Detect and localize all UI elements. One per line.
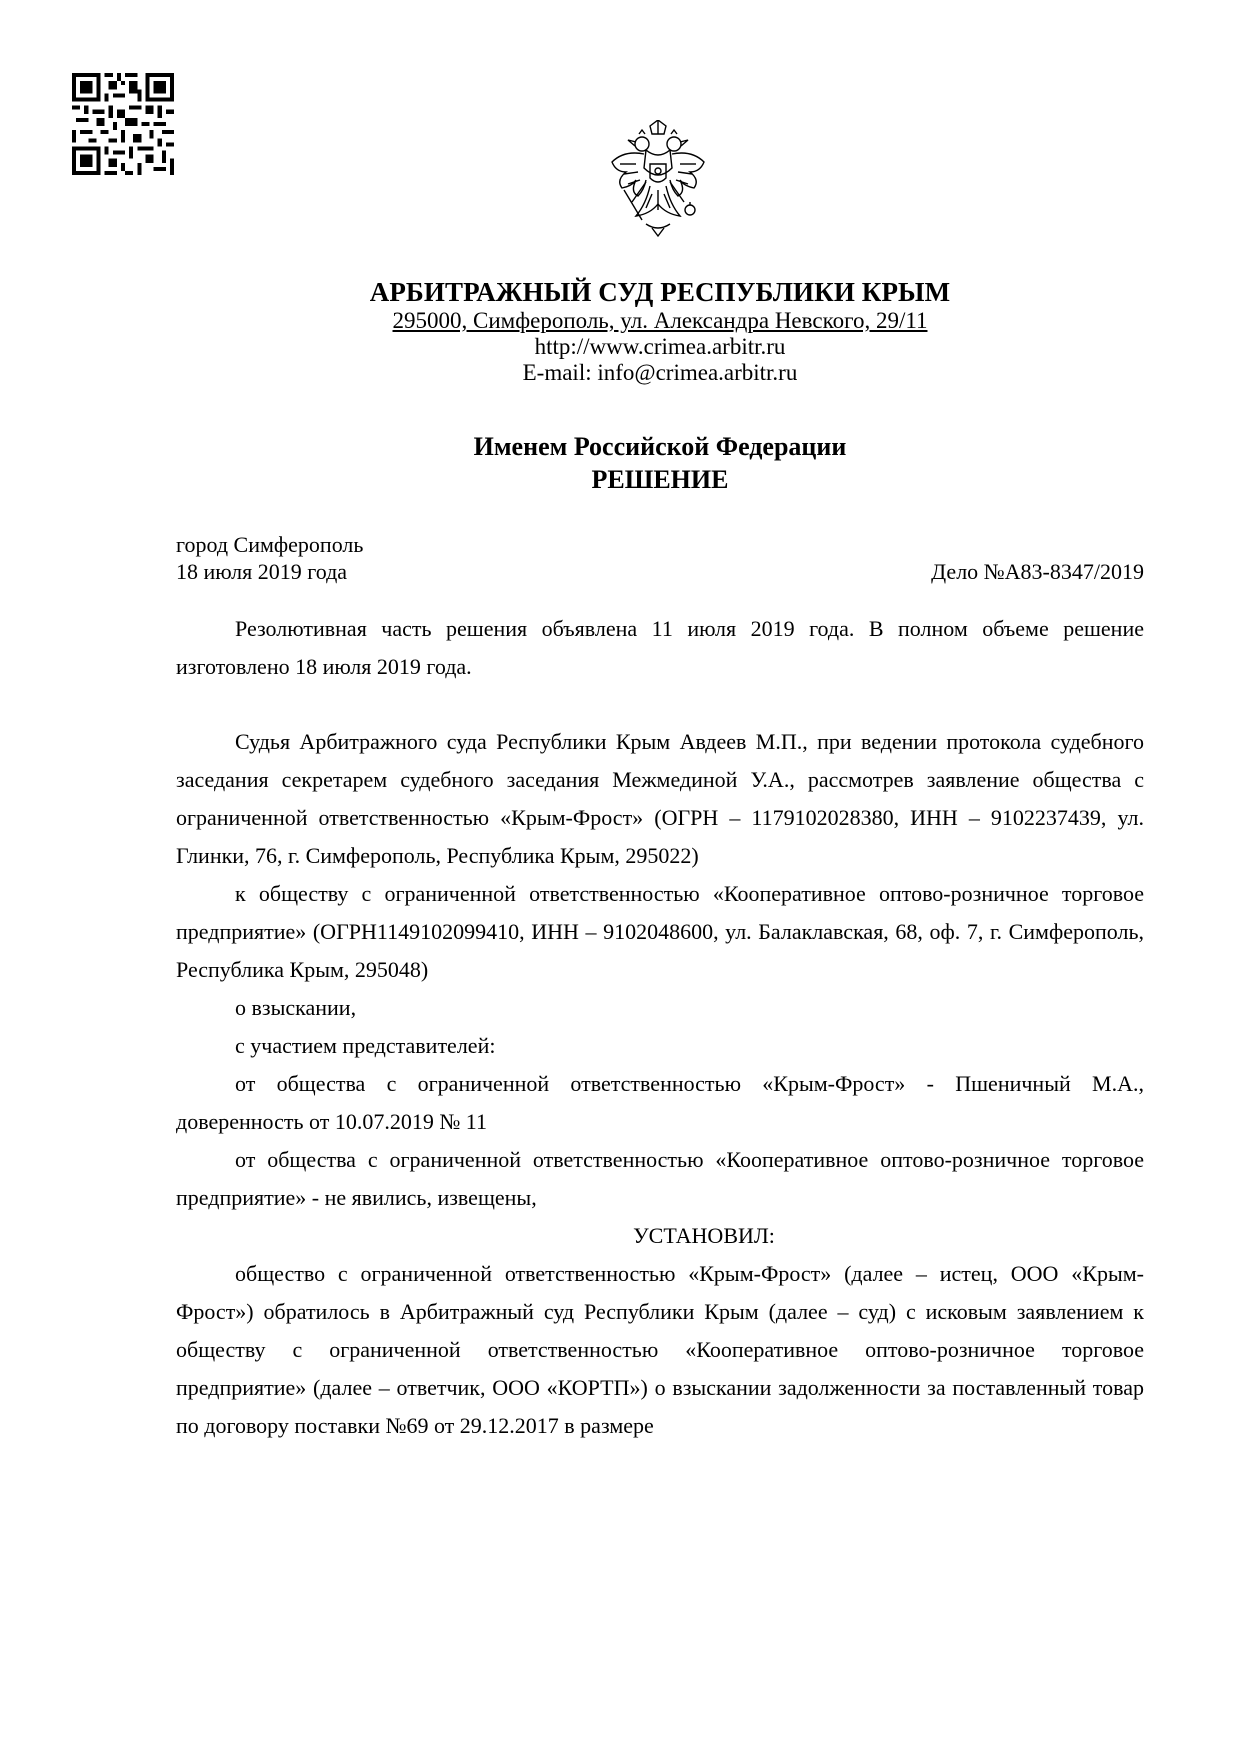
title-line-federation: Именем Российской Федерации <box>473 432 847 461</box>
court-website: http://www.crimea.arbitr.ru <box>534 334 786 359</box>
paragraph-subject: о взыскании, <box>235 995 357 1020</box>
city-label: город Симферополь <box>176 532 364 557</box>
paragraph-operative-part: Резолютивная часть решения объявлена 11 июля 2019 года. В полном объеме решение изготовлено 18 июля 2019 года. <box>176 616 1144 679</box>
court-email: E-mail: info@crimea.arbitr.ru <box>522 360 798 385</box>
paragraph-spacer <box>176 686 1144 723</box>
document-body <box>176 610 1144 1445</box>
qr-code <box>72 73 174 175</box>
paragraph-plaintiff-rep: от общества с ограниченной ответственностью «Крым-Фрост» - Пшеничный М.А., доверенность от 10.07.2019 № 11 <box>176 1071 1144 1134</box>
paragraph-participants: с участием представителей: <box>235 1033 496 1058</box>
coat-of-arms-emblem <box>606 120 710 238</box>
court-address: 295000, Симферополь, ул. Александра Невского, 29/11 <box>392 308 928 333</box>
paragraph-defendant: к обществу с ограниченной ответственностью «Кооперативное оптово-розничное торговое предприятие» (ОГРН1149102099410, ИНН – 9102048600, ул. Балаклавская, 68, оф. 7, г. Симферополь, Республика Крым, 295048) <box>176 881 1144 982</box>
date-case-row <box>176 558 1144 585</box>
case-number: Дело №А83-8347/2019 <box>931 559 1144 584</box>
title-line-decision: РЕШЕНИЕ <box>591 465 729 494</box>
court-name: АРБИТРАЖНЫЙ СУД РЕСПУБЛИКИ КРЫМ <box>369 277 951 307</box>
paragraph-defendant-rep: от общества с ограниченной ответственностью «Кооперативное оптово-розничное торговое предприятие» - не явились, извещены, <box>176 1147 1144 1210</box>
established-heading: УСТАНОВИЛ: <box>633 1223 775 1248</box>
decision-date: 18 июля 2019 года <box>176 559 348 584</box>
place-date-block <box>176 531 1144 585</box>
document-title <box>0 430 1241 496</box>
paragraph-judge: Судья Арбитражного суда Республики Крым Авдеев М.П., при ведении протокола судебного заседания секретарем судебного заседания Межмединой У.А., рассмотрев заявление общества с ограниченной ответственностью «Крым-Фрост» (ОГРН – 1179102028380, ИНН – 9102237439, ул. Глинки, 76, г. Симферополь, Республика Крым, 295022) <box>176 729 1144 868</box>
paragraph-claim: общество с ограниченной ответственностью «Крым-Фрост» (далее – истец, ООО «Крым-Фрост») обратилось в Арбитражный суд Республики Крым (далее – суд) с исковым заявлением к обществу с ограниченной ответственностью «Кооперативное оптово-розничное торговое предприятие» (далее – ответчик, ООО «КОРТП») о взыскании задолженности за поставленный товар по договору поставки №69 от 29.12.2017 в размере <box>176 1261 1144 1438</box>
court-header <box>0 276 1241 386</box>
